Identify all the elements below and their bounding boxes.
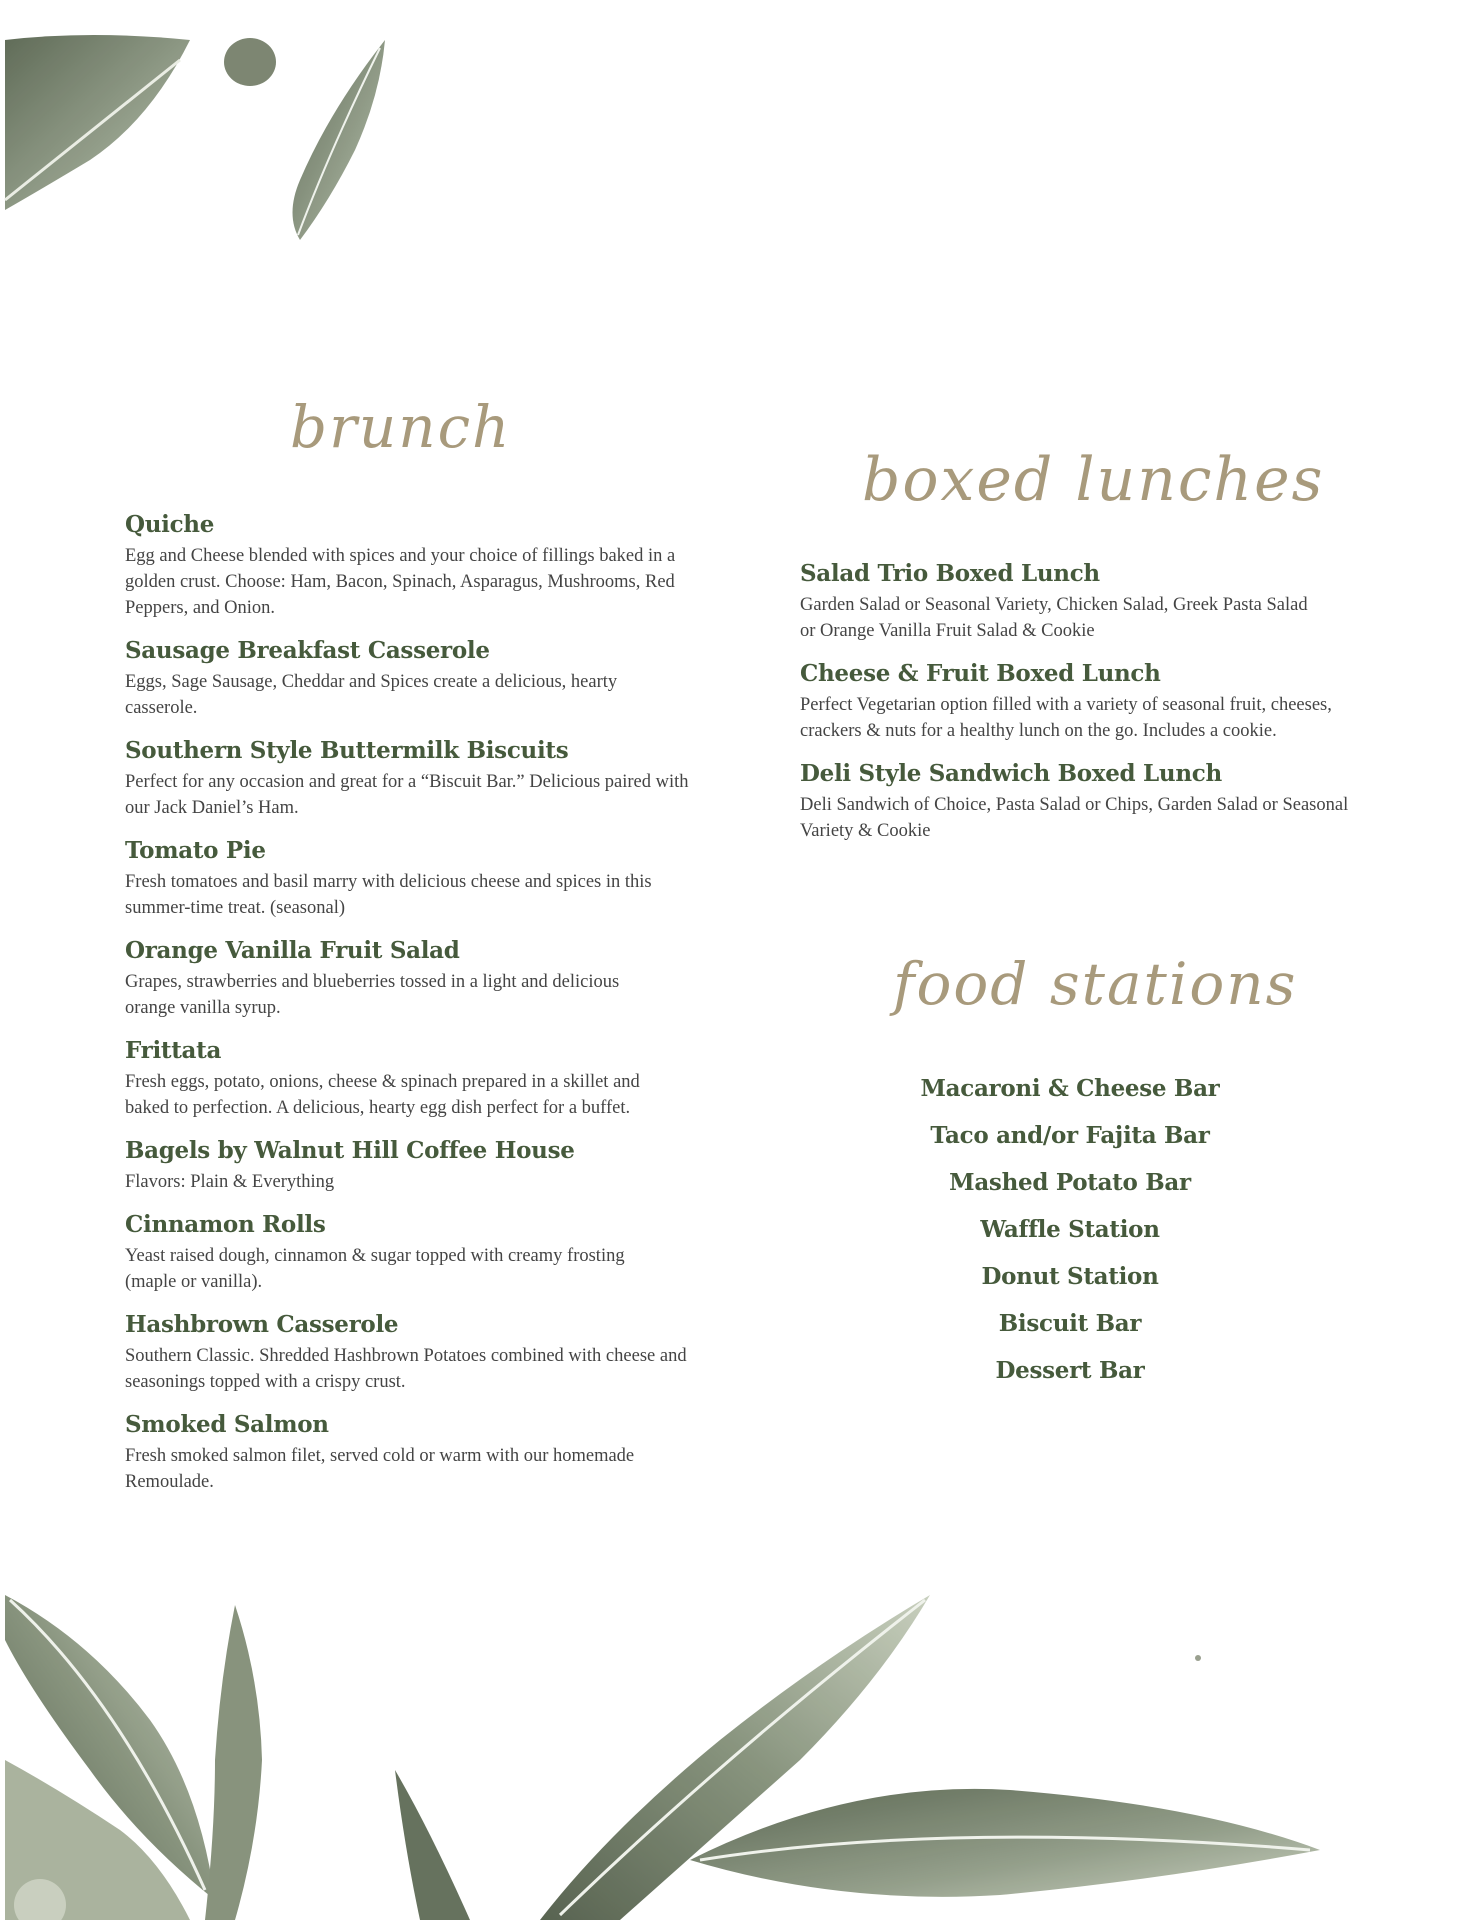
menu-item — [125, 636, 725, 721]
food-stations-heading: food stations — [893, 950, 1298, 1018]
menu-item — [125, 936, 725, 1021]
menu-item — [800, 759, 1370, 844]
station-item: Mashed Potato Bar — [949, 1169, 1191, 1196]
menu-item-title: Salad Trio Boxed Lunch — [800, 560, 1100, 587]
menu-item-title: Bagels by Walnut Hill Coffee House — [125, 1137, 575, 1164]
station-item: Donut Station — [981, 1263, 1159, 1290]
boxed-lunches-heading: boxed lunches — [862, 445, 1325, 515]
menu-item-description: Eggs, Sage Sausage, Cheddar and Spices create a delicious, hearty casserole. — [125, 672, 618, 718]
menu-item-title: Southern Style Buttermilk Biscuits — [125, 737, 569, 764]
menu-item-description: Southern Classic. Shredded Hashbrown Potatoes combined with cheese and seasonings topped with a crispy crust. — [125, 1346, 687, 1392]
brunch-menu-list — [125, 510, 725, 1510]
bottom-leaves-icon — [5, 1595, 1320, 1920]
menu-item-description: Yeast raised dough, cinnamon & sugar topped with creamy frosting (maple or vanilla). — [125, 1246, 625, 1292]
station-item: Macaroni & Cheese Bar — [920, 1075, 1220, 1102]
top-left-leaves-icon — [5, 35, 385, 240]
station-item: Taco and/or Fajita Bar — [930, 1122, 1210, 1149]
food-stations-list — [870, 1065, 1270, 1394]
menu-item-title: Tomato Pie — [125, 837, 266, 864]
menu-item-description: Fresh smoked salmon filet, served cold or warm with our homemade Remoulade. — [125, 1446, 635, 1492]
station-item: Dessert Bar — [995, 1357, 1145, 1384]
menu-item-description: Grapes, strawberries and blueberries tossed in a light and delicious orange vanilla syrup. — [125, 972, 620, 1018]
menu-item — [125, 1410, 725, 1495]
boxed-lunches-menu-list — [800, 559, 1370, 859]
menu-item — [800, 659, 1370, 744]
menu-item — [125, 1310, 725, 1395]
menu-item — [125, 1136, 725, 1195]
menu-item — [125, 1036, 725, 1121]
brunch-heading: brunch — [290, 393, 512, 461]
menu-item-description: Flavors: Plain & Everything — [125, 1172, 335, 1192]
menu-item-title: Hashbrown Casserole — [125, 1311, 399, 1338]
menu-item-title: Quiche — [125, 511, 215, 538]
menu-item — [800, 559, 1370, 644]
menu-item — [125, 736, 725, 821]
menu-item-title: Frittata — [125, 1037, 222, 1064]
menu-item-title: Sausage Breakfast Casserole — [125, 637, 490, 664]
menu-item-title: Orange Vanilla Fruit Salad — [125, 937, 460, 964]
menu-item-title: Cinnamon Rolls — [125, 1211, 326, 1238]
menu-item-description: Garden Salad or Seasonal Variety, Chicken Salad, Greek Pasta Salad or Orange Vanilla Fruit Salad & Cookie — [800, 595, 1308, 641]
menu-item — [125, 836, 725, 921]
menu-item-description: Deli Sandwich of Choice, Pasta Salad or Chips, Garden Salad or Seasonal Variety & Cookie — [800, 795, 1349, 841]
menu-item-title: Deli Style Sandwich Boxed Lunch — [800, 760, 1222, 787]
menu-item-description: Egg and Cheese blended with spices and your choice of fillings baked in a golden crust. Choose: Ham, Bacon, Spinach, Asparagus, Mushrooms, Red Peppers, and Onion. — [125, 546, 676, 618]
station-item: Biscuit Bar — [998, 1310, 1142, 1337]
menu-item — [125, 510, 725, 621]
menu-item-description: Fresh tomatoes and basil marry with delicious cheese and spices in this summer-time treat. (seasonal) — [125, 872, 652, 918]
menu-item-description: Perfect Vegetarian option filled with a variety of seasonal fruit, cheeses, crackers & nuts for a healthy lunch on the go. Includes a cookie. — [800, 695, 1332, 741]
menu-item-title: Smoked Salmon — [125, 1411, 329, 1438]
menu-item — [125, 1210, 725, 1295]
menu-item-description: Perfect for any occasion and great for a “Biscuit Bar.” Delicious paired with our Jack Daniel’s Ham. — [125, 772, 689, 818]
station-item: Waffle Station — [980, 1216, 1160, 1243]
menu-item-description: Fresh eggs, potato, onions, cheese & spinach prepared in a skillet and baked to perfection. A delicious, hearty egg dish perfect for a buffet. — [125, 1072, 640, 1118]
dot-icon — [1195, 1655, 1201, 1661]
menu-item-title: Cheese & Fruit Boxed Lunch — [800, 660, 1161, 687]
